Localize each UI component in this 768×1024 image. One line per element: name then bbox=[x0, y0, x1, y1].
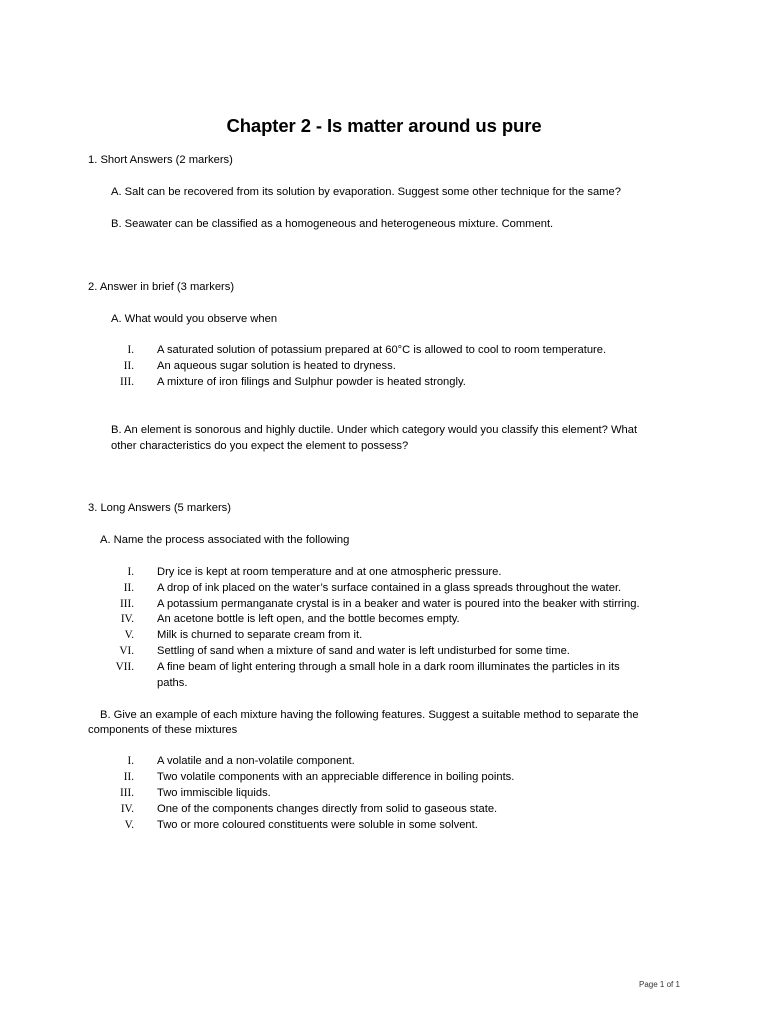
section-1-question-b: B. Seawater can be classified as a homogeneous and heterogeneous mixture. Comment. bbox=[111, 218, 554, 230]
section-2-question-a: A. What would you observe when bbox=[111, 313, 278, 325]
section-1-heading: 1. Short Answers (2 markers) bbox=[88, 154, 233, 166]
section-2-question-b-line-1: B. An element is sonorous and highly ductile. Under which category would you classify this element? What bbox=[111, 424, 638, 436]
section-3-heading: 3. Long Answers (5 markers) bbox=[88, 502, 232, 514]
page-number: Page 1 of 1 bbox=[639, 980, 680, 989]
section-3-question-b-line-2: components of these mixtures bbox=[88, 724, 238, 736]
section-2-heading: 2. Answer in brief (3 markers) bbox=[88, 281, 235, 293]
section-3-question-a: A. Name the process associated with the following bbox=[100, 534, 350, 546]
section-1-question-a: A. Salt can be recovered from its solution by evaporation. Suggest some other technique for the same? bbox=[111, 186, 621, 198]
section-2-question-b-line-2: other characteristics do you expect the element to possess? bbox=[111, 440, 409, 452]
document-page: Chapter 2 - Is matter around us pure 1. Short Answers (2 markers) A. Salt can be recovered from its solution by evaporation. Suggest some other technique for the same? B. Seawater can be classified as a homogeneous and heterogeneous mixture. Comment. 2. Answer in brief (3 markers) A. What would you observe when I. A saturated solution of potassium prepared at 60°C is allowed to cool to room temperature. II. An aqueous sugar solution is heated to dryness. III. A mixture of iron filings and Sulphur powder is heated strongly. B. An element is sonorous and highly ductile. Under which category would you classify this element? What other characteristics do you expect the element to possess? 3. Long Answers (5 markers) A. Name the process associated with the following I. Dry ice is kept at room temperature and at one atmospheric pressure. II. A drop of ink placed on the water’s surface contained in a glass spreads throughout the water. III. A potassium permanganate crystal is in a beaker and water is poured into the beaker with stirring. IV. An acetone bottle is left open, and the bottle becomes empty. V. Milk is churned to separate cream from it. VI. Settling of sand when a mixture of sand and water is left undisturbed for some time. VII. A fine beam of light entering through a small hole in a dark room illuminates the particles in its paths. B. Give an example of each mixture having the following features. Suggest a suitable method to separate the components of these mixtures I. A volatile and a non-volatile component. II. Two volatile components with an appreciable difference in boiling points. III. Two immiscible liquids. IV. One of the components changes directly from solid to gaseous state. V. Two or more coloured constituents were soluble in some solvent. Page 1 of 1 bbox=[0, 0, 768, 1024]
list-item-continuation: paths. bbox=[157, 677, 188, 689]
section-3-question-b-line-1: B. Give an example of each mixture having the following features. Suggest a suitable method to separate the bbox=[100, 709, 639, 721]
page-title: Chapter 2 - Is matter around us pure bbox=[226, 115, 542, 136]
